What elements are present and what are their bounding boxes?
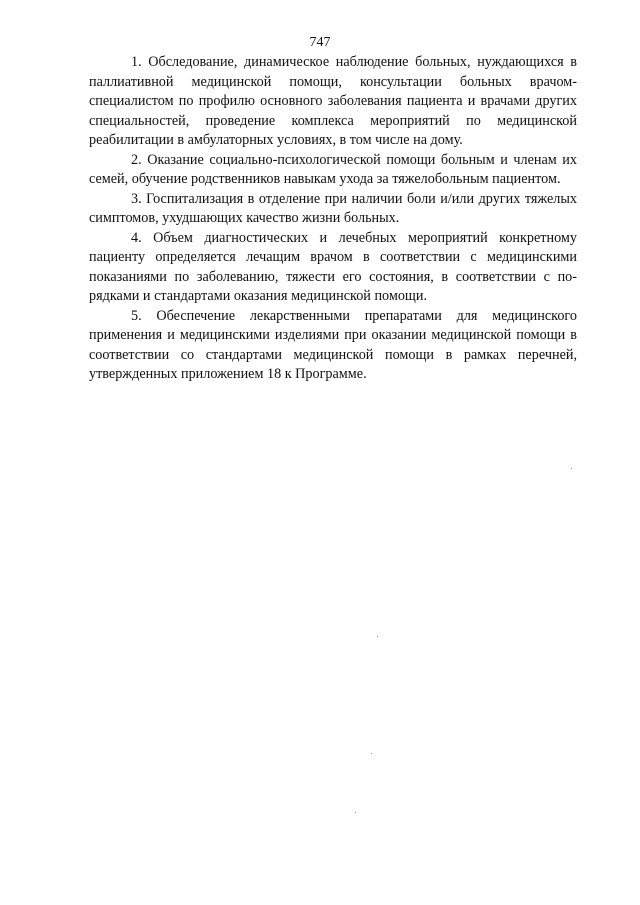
page-number: 747 (309, 35, 331, 50)
paragraph-4: 4. Объем диагностических и лечебных мероприятий конкретному пациенту определяется лечащим врачом в соответствии с медицинскими показаниями по заболеванию, тяжести его состояния, в соответствии с порядками и стандартами оказания медицинской помощи. (89, 229, 577, 304)
scan-speck (355, 812, 356, 813)
scan-speck (571, 468, 572, 469)
scan-speck (371, 753, 372, 754)
paragraph-2: 2. Оказание социально-психологической помощи больным и членам их семей, обучение родственников навыкам ухода за тяжелобольным пациентом. (89, 151, 577, 187)
paragraph-5: 5. Обеспечение лекарственными препаратами для медицинского применения и медицинскими изделиями при оказании медицинской помощи в соответствии со стандартами медицинской помощи в рамках перечней, утвержденных приложением 18 к Программе. (89, 307, 577, 382)
scan-speck (377, 636, 378, 637)
body-text (89, 53, 577, 385)
paragraph-1: 1. Обследование, динамическое наблюдение больных, нуждающихся в паллиативной медицинской помощи, консультации больных врачом-специалистом по профилю основного заболевания пациента и врачами других специальностей, проведение комплекса мероприятий по медицинской реабилитации в амбулаторных условиях, в том числе на дому. (89, 54, 577, 148)
paragraph-3: 3. Госпитализация в отделение при наличии боли и/или других тяжелых симптомов, ухудшающих качество жизни больных. (89, 190, 577, 226)
